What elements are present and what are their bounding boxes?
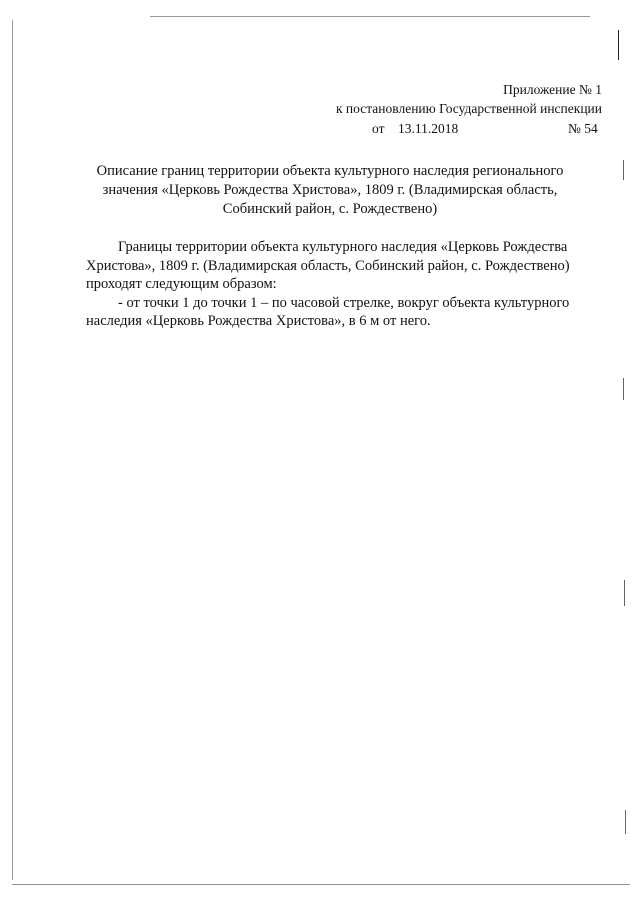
body-p1-line-1: Границы территории объекта культурного наследия «Церковь Рождества [118, 239, 568, 255]
title-line-2: значения «Церковь Рождества Христова», 1809 г. (Владимирская область, [102, 182, 558, 198]
appendix-reference: к постановлению Государственной инспекции [336, 101, 602, 116]
title-line-3: Собинский район, с. Рождествено) [222, 201, 438, 217]
scan-artifact-top [150, 16, 590, 17]
scan-artifact-right-1 [623, 160, 624, 180]
body-p2-line-1: - от точки 1 до точки 1 – по часовой стрелке, вокруг объекта культурного [118, 294, 570, 311]
scan-artifact-right-4 [625, 810, 626, 834]
document-title [90, 162, 570, 219]
decree-date-row [372, 121, 598, 137]
date-prefix: от [372, 121, 385, 136]
scan-artifact-right-top [618, 30, 619, 60]
decree-number: № 54 [568, 121, 598, 136]
body-p2-line-2: наследия «Церковь Рождества Христова», в 6 м от него. [86, 313, 431, 329]
scan-artifact-right-2 [623, 378, 624, 400]
decree-date: 13.11.2018 [397, 121, 459, 136]
body-p1-line-2: Христова», 1809 г. (Владимирская область, Собинский район, с. Рождествено) [86, 257, 570, 274]
title-line-1: Описание границ территории объекта культурного наследия регионального [96, 163, 564, 179]
document-body [86, 238, 602, 331]
appendix-header [336, 80, 602, 118]
appendix-label: Приложение № 1 [503, 82, 602, 97]
scan-artifact-bottom [12, 884, 630, 885]
body-p1-line-3: проходят следующим образом: [86, 276, 277, 292]
scan-artifact-left [12, 20, 13, 880]
scan-artifact-right-3 [624, 580, 625, 606]
